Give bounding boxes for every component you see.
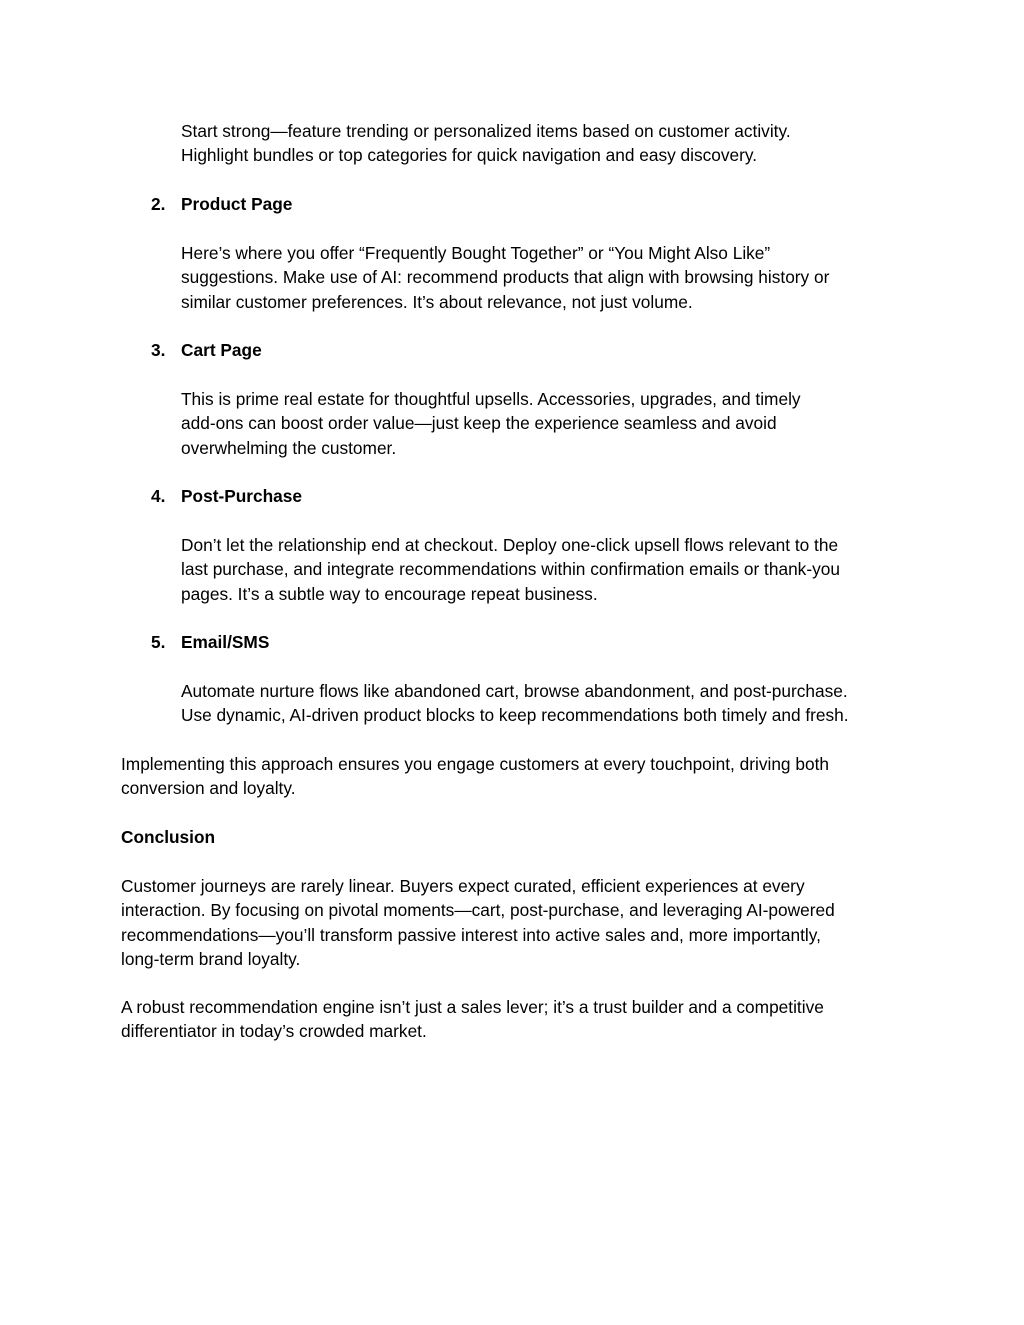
conclusion-paragraph-1: Customer journeys are rarely linear. Buyers expect curated, efficient experiences at every interaction. By focusing on pivotal moments—cart, post-purchase, and leveraging AI-powered recommendations—you’ll transform passive interest into active sales and, more importantly, long-term brand loyalty.	[121, 876, 835, 970]
list-item-number: 4.	[151, 486, 166, 506]
list-item-product-page-heading	[151, 192, 851, 216]
list-item-email-sms-heading	[151, 630, 851, 654]
conclusion-paragraph-2: A robust recommendation engine isn’t just a sales lever; it’s a trust builder and a competitive differentiator in today’s crowded market.	[121, 997, 824, 1042]
intro-continuation-paragraph: Start strong—feature trending or personalized items based on customer activity. Highlight bundles or top categories for quick navigation and easy discovery.	[181, 121, 791, 166]
list-item-number: 3.	[151, 340, 166, 360]
list-item-product-page-body: Here’s where you offer “Frequently Bought Together” or “You Might Also Like” suggestions. Make use of AI: recommend products that align with browsing history or similar customer preferences. It’s about relevance, not just volume.	[181, 243, 830, 312]
list-item-title: Product Page	[181, 194, 293, 214]
list-item-post-purchase-heading	[151, 484, 851, 508]
list-item-title: Cart Page	[181, 340, 262, 360]
conclusion-heading: Conclusion	[121, 827, 216, 847]
summary-paragraph: Implementing this approach ensures you engage customers at every touchpoint, driving both conversion and loyalty.	[121, 754, 829, 799]
list-item-title: Email/SMS	[181, 632, 270, 652]
list-item-cart-page-body: This is prime real estate for thoughtful upsells. Accessories, upgrades, and timely add-ons can boost order value—just keep the experience seamless and avoid overwhelming the customer.	[181, 389, 801, 458]
list-item-title: Post-Purchase	[181, 486, 303, 506]
list-item-email-sms-body: Automate nurture flows like abandoned cart, browse abandonment, and post-purchase. Use dynamic, AI-driven product blocks to keep recommendations both timely and fresh.	[181, 681, 849, 726]
list-item-number: 2.	[151, 194, 166, 214]
list-item-post-purchase-body: Don’t let the relationship end at checkout. Deploy one-click upsell flows relevant to the last purchase, and integrate recommendations within confirmation emails or thank-you pages. It’s a subtle way to encourage repeat business.	[181, 535, 840, 604]
list-item-cart-page-heading	[151, 338, 851, 362]
list-item-number: 5.	[151, 632, 166, 652]
